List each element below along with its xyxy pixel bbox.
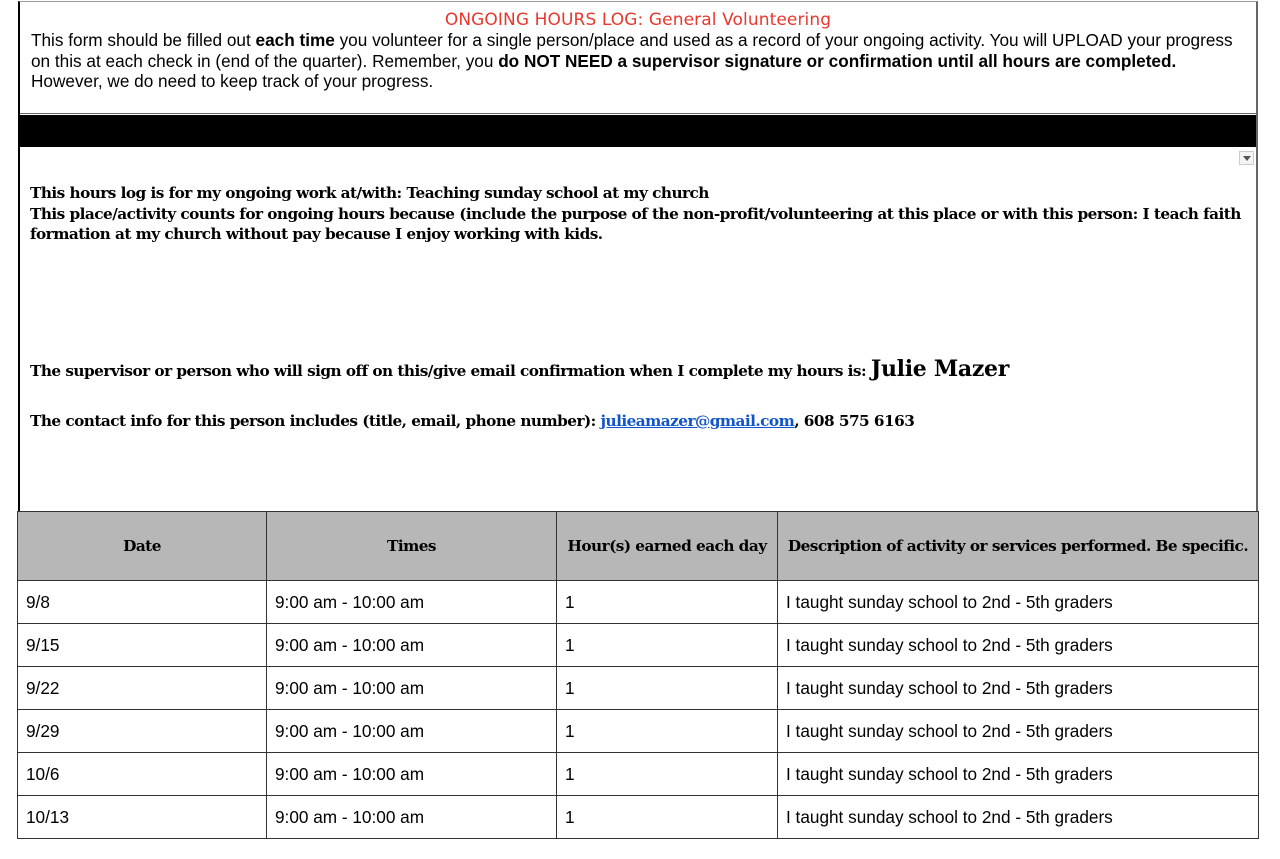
- cell-hours[interactable]: 1: [557, 796, 778, 839]
- table-header-row: [18, 512, 1259, 581]
- section-divider-bar: [20, 115, 1256, 147]
- cell-times[interactable]: 9:00 am - 10:00 am: [267, 624, 557, 667]
- purpose-label: This place/activity counts for ongoing hours because (include the purpose of the non-profit/volunteering at this place or with this person:: [30, 204, 1143, 223]
- purpose-line: [30, 204, 1246, 245]
- cell-hours[interactable]: 1: [557, 581, 778, 624]
- table-row: [18, 753, 1259, 796]
- form-instructions: [31, 30, 1248, 92]
- form-header-box: [18, 1, 1258, 512]
- cell-description[interactable]: I taught sunday school to 2nd - 5th graders: [778, 710, 1259, 753]
- hours-log-table: [17, 511, 1259, 839]
- cell-date[interactable]: 9/15: [18, 624, 267, 667]
- dropdown-button[interactable]: [1239, 151, 1254, 165]
- column-header-description: Description of activity or services performed. Be specific.: [778, 512, 1259, 581]
- worksite-label: This hours log is for my ongoing work at/with:: [30, 184, 407, 202]
- instructions-bold-text: do NOT NEED a supervisor signature or confirmation until all hours are completed.: [498, 50, 1177, 71]
- cell-description[interactable]: I taught sunday school to 2nd - 5th graders: [778, 624, 1259, 667]
- supervisor-phone[interactable]: 608 575 6163: [803, 412, 915, 430]
- cell-date[interactable]: 9/22: [18, 667, 267, 710]
- cell-times[interactable]: 9:00 am - 10:00 am: [267, 753, 557, 796]
- table-row: [18, 624, 1259, 667]
- supervisor-email-link[interactable]: julieamazer@gmail.com: [600, 412, 795, 430]
- cell-hours[interactable]: 1: [557, 667, 778, 710]
- supervisor-name[interactable]: Julie Mazer: [870, 356, 1010, 382]
- table-row: [18, 667, 1259, 710]
- cell-times[interactable]: 9:00 am - 10:00 am: [267, 710, 557, 753]
- instructions-text: However, we do need to keep track of your progress.: [31, 71, 434, 91]
- cell-date[interactable]: 9/8: [18, 581, 267, 624]
- cell-description[interactable]: I taught sunday school to 2nd - 5th graders: [778, 796, 1259, 839]
- cell-description[interactable]: I taught sunday school to 2nd - 5th graders: [778, 667, 1259, 710]
- column-header-hours: Hour(s) earned each day: [557, 512, 778, 581]
- column-header-date: Date: [18, 512, 267, 581]
- cell-times[interactable]: 9:00 am - 10:00 am: [267, 581, 557, 624]
- cell-hours[interactable]: 1: [557, 624, 778, 667]
- cell-date[interactable]: 10/6: [18, 753, 267, 796]
- contact-label: The contact info for this person includes (title, email, phone number):: [30, 412, 601, 430]
- cell-description[interactable]: I taught sunday school to 2nd - 5th graders: [778, 753, 1259, 796]
- table-row: [18, 796, 1259, 839]
- cell-hours[interactable]: 1: [557, 710, 778, 753]
- cell-times[interactable]: 9:00 am - 10:00 am: [267, 796, 557, 839]
- instructions-text: This form should be filled out: [31, 30, 256, 50]
- instructions-text: you volunteer for a single person/place and used as a record of your ongoing activity. You will UPLOAD your progress on this at each check in (end of the quarter). Remember, you: [31, 30, 1233, 71]
- table-row: [18, 710, 1259, 753]
- chevron-down-icon: [1243, 156, 1251, 161]
- worksite-section: [30, 183, 1246, 245]
- supervisor-line: [30, 356, 1246, 382]
- cell-date[interactable]: 9/29: [18, 710, 267, 753]
- column-header-times: Times: [267, 512, 557, 581]
- form-title: ONGOING HOURS LOG: General Volunteering: [444, 10, 832, 30]
- contact-line: [30, 411, 1246, 432]
- cell-date[interactable]: 10/13: [18, 796, 267, 839]
- cell-hours[interactable]: 1: [557, 753, 778, 796]
- purpose-value[interactable]: I teach faith formation at my church without pay because I enjoy working with kids.: [30, 204, 1241, 243]
- worksite-line: [30, 183, 1246, 204]
- worksite-value[interactable]: Teaching sunday school at my church: [406, 184, 709, 202]
- supervisor-label: The supervisor or person who will sign off on this/give email confirmation when I complete my hours is:: [30, 362, 871, 380]
- contact-separator: ,: [794, 412, 804, 430]
- cell-description[interactable]: I taught sunday school to 2nd - 5th graders: [778, 581, 1259, 624]
- cell-times[interactable]: 9:00 am - 10:00 am: [267, 667, 557, 710]
- instructions-bold-text: each time: [255, 30, 335, 50]
- table-row: [18, 581, 1259, 624]
- divider: [20, 113, 1256, 114]
